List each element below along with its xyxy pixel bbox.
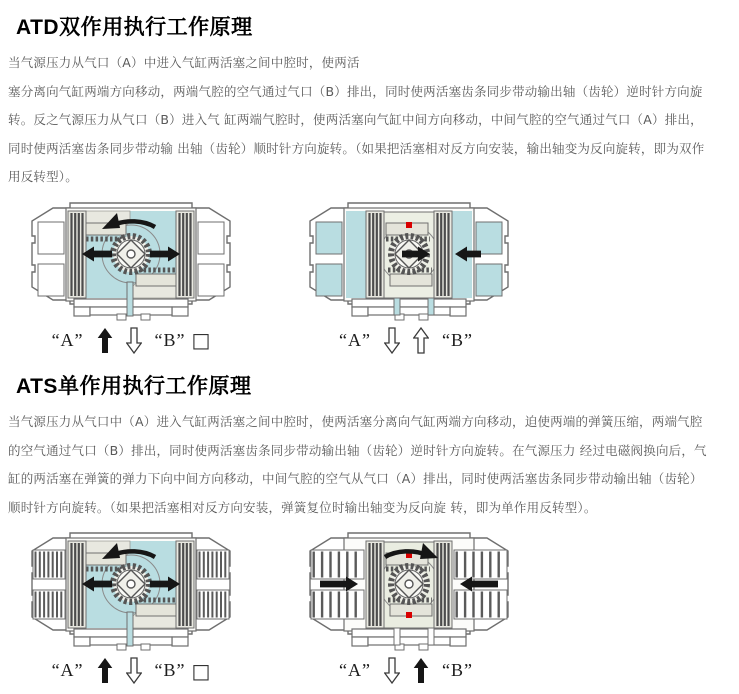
air-port-tube-b: [428, 298, 434, 315]
port-b-flow-arrow-icon: [126, 657, 142, 684]
port-a-flow-arrow-icon: [384, 327, 400, 354]
base-foot-left: [352, 307, 368, 316]
end-cap-block: [198, 222, 224, 254]
air-port-tube-b: [428, 628, 434, 645]
body-line: 用反转型）。: [8, 169, 78, 185]
base-foot-right: [172, 637, 188, 646]
up-arrow-filled-icon: [97, 657, 113, 684]
ats-pressure-into-center-drawing: [16, 530, 246, 652]
port-a-flow-arrow-icon: [97, 657, 113, 684]
down-arrow-shape: [385, 658, 400, 683]
end-air-chamber-left: [346, 211, 366, 298]
red-marker-top: [406, 222, 412, 228]
up-arrow-shape: [97, 328, 112, 353]
diagram-ats-state-a: [16, 530, 246, 684]
diagram-row-atd: [16, 200, 739, 354]
up-arrow-filled-icon: [413, 657, 429, 684]
air-port-tube-a: [394, 298, 400, 315]
port-stub-a: [117, 314, 126, 320]
port-b-label: “B”: [442, 660, 473, 681]
port-a-label: “A”: [51, 660, 84, 681]
up-arrow-shape: [414, 658, 429, 683]
down-arrow-hollow-icon: [126, 327, 142, 354]
down-arrow-hollow-icon: [126, 657, 142, 684]
air-port-tube-a: [394, 628, 400, 645]
end-cap-block: [316, 264, 342, 296]
base-foot-right: [450, 307, 466, 316]
down-arrow-hollow-icon: [384, 327, 400, 354]
section-ats: [0, 370, 739, 684]
square-symbol: □: [191, 658, 211, 683]
end-cap-block: [476, 222, 502, 254]
down-arrow-shape: [126, 658, 141, 683]
down-arrow-hollow-icon: [384, 657, 400, 684]
base-channel: [368, 637, 450, 645]
diagram-atd-state-b: [294, 200, 524, 354]
diagram-ats-state-b: [294, 530, 524, 684]
port-caption: [294, 657, 524, 684]
up-arrow-hollow-icon: [413, 327, 429, 354]
output-shaft-center: [127, 580, 135, 588]
port-caption: [294, 327, 524, 354]
port-a-label: “A”: [51, 329, 84, 350]
port-stub-b: [419, 314, 428, 320]
port-b-label: “B”: [442, 329, 473, 350]
body-line: 缸的两活塞在弹簧的弹力下向中间方向移动，中间气腔的空气从气口（A）排出，同时使两活塞齿条同步带动输出轴（齿轮）: [8, 471, 703, 487]
output-shaft-center: [405, 580, 413, 588]
down-arrow-shape: [385, 328, 400, 353]
base-foot-left: [74, 307, 90, 316]
down-arrow-shape: [126, 328, 141, 353]
port-a-label: “A”: [339, 329, 371, 350]
rack-bottom: [136, 274, 176, 286]
section-body-ats: [8, 408, 733, 522]
rack-bottom: [390, 274, 432, 286]
section-body-atd: [8, 49, 733, 192]
port-a-label: “A”: [339, 660, 371, 681]
output-shaft-center: [127, 250, 135, 258]
end-cap-block: [38, 264, 64, 296]
base-foot-right: [172, 307, 188, 316]
port-stub-b: [141, 644, 150, 650]
port-stub-b: [141, 314, 150, 320]
port-b-flow-arrow-icon: [126, 327, 142, 354]
port-stub-b: [419, 644, 428, 650]
section-atd: [0, 11, 739, 354]
end-cap-block: [316, 222, 342, 254]
up-arrow-filled-icon: [97, 327, 113, 354]
port-b-label: “B”: [154, 329, 186, 350]
air-port-tube: [127, 282, 133, 316]
diagram-atd-state-a: [16, 200, 246, 354]
base-manifold: [352, 629, 466, 637]
red-marker-bottom: [406, 612, 412, 618]
base-channel: [368, 307, 450, 315]
base-foot-right: [450, 637, 466, 646]
page-title-ats: ATS单作用执行工作原理: [16, 374, 252, 398]
port-stub-a: [117, 644, 126, 650]
body-line: 塞分离向气缸两端方向移动，两端气腔的空气通过气口（B）排出，同时使两活塞齿条同步带动输出轴（齿轮）逆时针方向旋: [8, 83, 703, 99]
square-symbol: □: [191, 328, 211, 353]
end-cap-block: [198, 264, 224, 296]
atd-pressure-into-ends-drawing: [294, 200, 524, 322]
port-b-label: “B”: [154, 660, 186, 681]
air-port-tube: [127, 612, 133, 646]
up-arrow-shape: [97, 658, 112, 683]
base-foot-left: [352, 637, 368, 646]
port-caption: [16, 327, 246, 354]
atd-pressure-into-center-drawing: [16, 200, 246, 322]
up-arrow-shape: [414, 328, 429, 353]
body-line: 当气源压力从气口（A）中进入气缸两活塞之间中腔时，使两活: [8, 55, 360, 70]
end-cap-block: [38, 222, 64, 254]
end-cap-block: [476, 264, 502, 296]
port-a-flow-arrow-icon: [384, 657, 400, 684]
body-line: 转。反之气源压力从气口（B）进入气 缸两端气腔时，使两活塞向气缸中间方向移动，中间气腔的空气通过气口（A）排出，: [8, 112, 703, 128]
base-foot-left: [74, 637, 90, 646]
body-line: 顺时针方向旋转。（如果把活塞相对反方向安装，弹簧复位时输出轴变为反向旋 转，即为单作用反转型）。: [8, 499, 597, 515]
diagram-row-ats: [16, 530, 739, 684]
port-b-flow-arrow-icon: [413, 657, 429, 684]
body-line: 当气源压力从气口中（A）进入气缸两活塞之间中腔时，使两活塞分离向气缸两端方向移动，迫使两端的弹簧压缩，两端气腔: [8, 413, 703, 429]
base-manifold: [352, 299, 466, 307]
page-title-atd: ATD双作用执行工作原理: [16, 16, 253, 39]
ats-spring-return-drawing: [294, 530, 524, 652]
port-b-flow-arrow-icon: [413, 327, 429, 354]
body-line: 同时使两活塞齿条同步带动输 出轴（齿轮）顺时针方向旋转。（如果把活塞相对反方向安装，输出轴变为反向旋转，即为双作: [8, 140, 705, 156]
port-a-flow-arrow-icon: [97, 327, 113, 354]
port-caption: [16, 657, 246, 684]
body-line: 的空气通过气口（B）排出，同时使两活塞齿条同步带动输出轴（齿轮）逆时针方向旋转。在气源压力 经过电磁阀换向后，气: [8, 442, 707, 458]
